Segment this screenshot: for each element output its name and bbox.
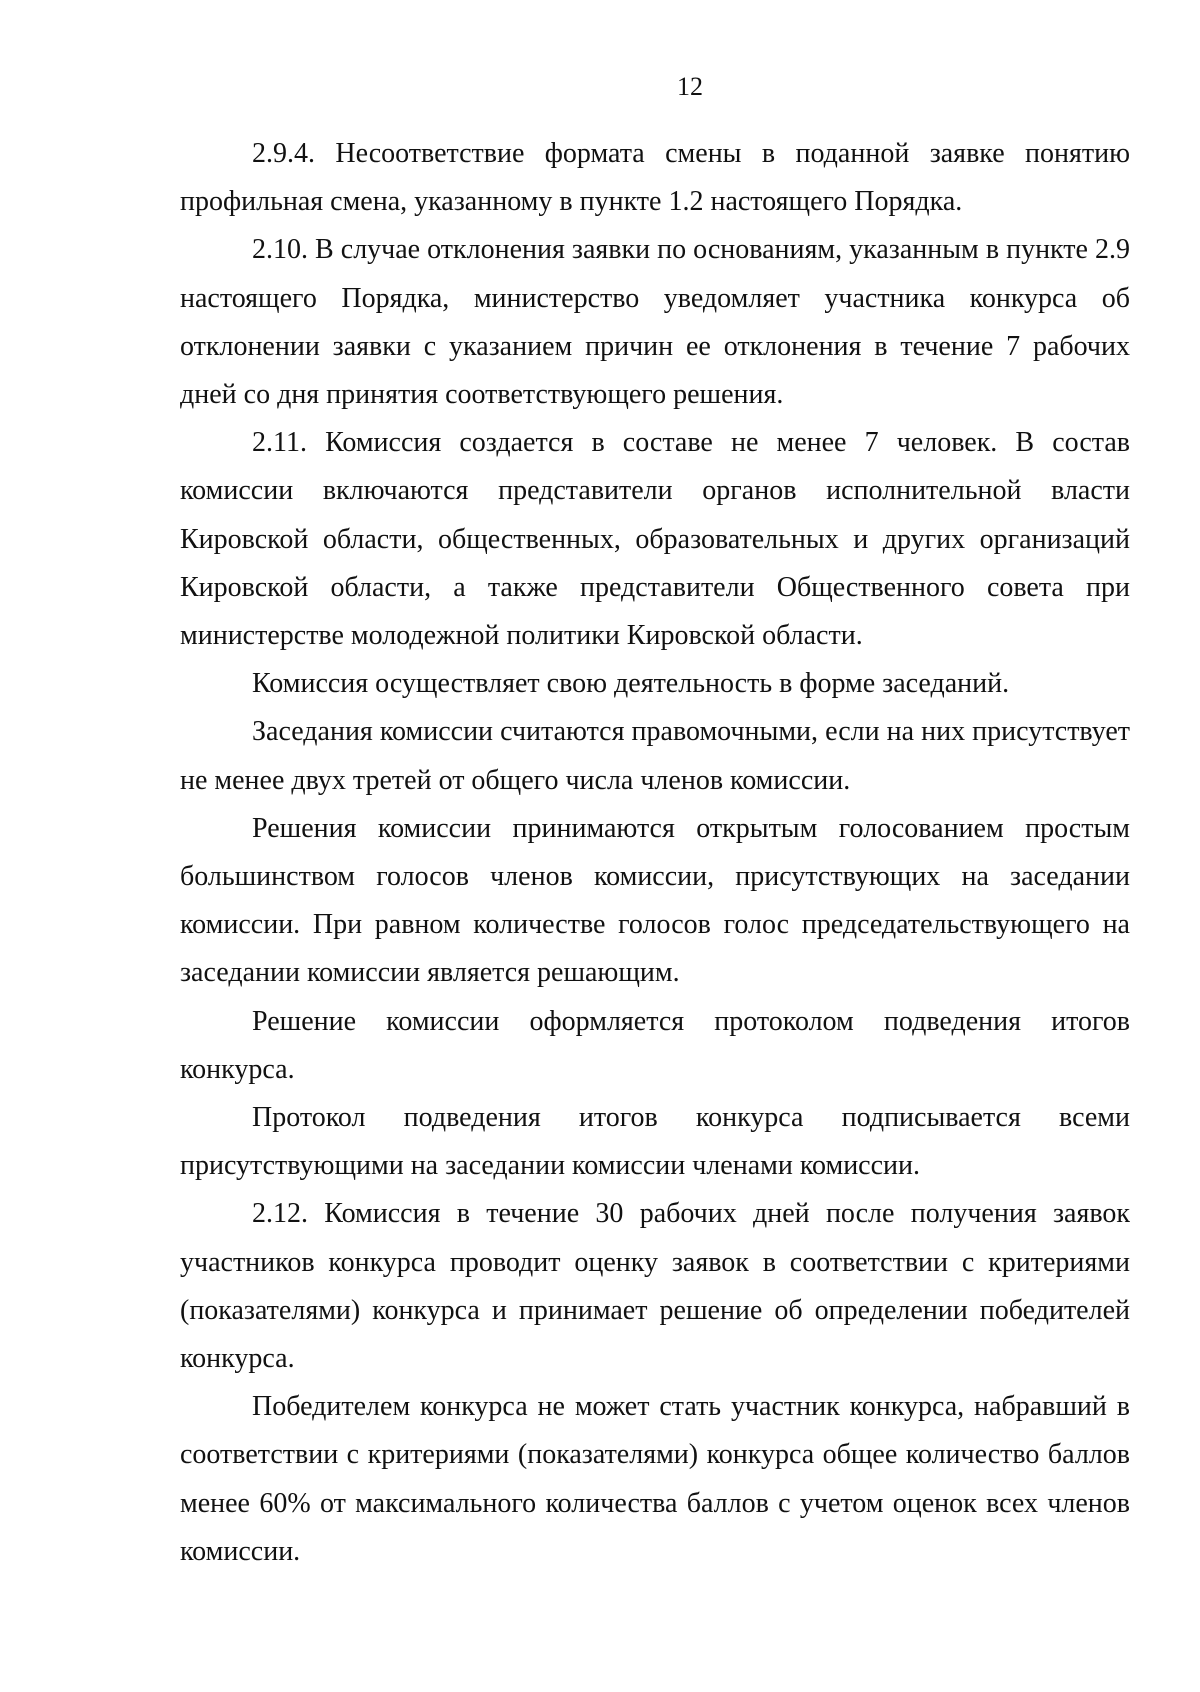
paragraph-protocol-sign: Протокол подведения итогов конкурса подписывается всеми присутствующими на заседании комиссии членами комиссии. bbox=[180, 1102, 1130, 1182]
paragraph-voting: Решения комиссии принимаются открытым голосованием простым большинством голосов членов комиссии, присутствующих на заседании комиссии. При равном количестве голосов голос председательствующего на заседании комиссии является решающим. bbox=[180, 812, 1130, 989]
document-body bbox=[180, 130, 1130, 1576]
page-number: 12 bbox=[677, 72, 703, 101]
paragraph-winner-threshold: Победителем конкурса не может стать участник конкурса, набравший в соответствии с критериями (показателями) конкурса общее количество баллов менее 60% от максимального количества баллов с учетом оценок всех членов комиссии. bbox=[180, 1391, 1130, 1567]
paragraph-2-10: 2.10. В случае отклонения заявки по основаниям, указанным в пункте 2.9 настоящего Порядка, министерство уведомляет участника конкурса об отклонении заявки с указанием причин ее отклонения в течение 7 рабочих дней со дня принятия соответствующего решения. bbox=[180, 234, 1130, 411]
paragraph-sessions-form: Комиссия осуществляет свою деятельность в форме заседаний. bbox=[252, 668, 1010, 700]
paragraph-protocol: Решение комиссии оформляется протоколом подведения итогов конкурса. bbox=[180, 1005, 1130, 1085]
paragraph-2-11: 2.11. Комиссия создается в составе не менее 7 человек. В состав комиссии включаются представители органов исполнительной власти Кировской области, общественных, образовательных и других организаций Кировской области, а также представители Общественного совета при министерстве молодежной политики Кировской области. bbox=[180, 427, 1130, 652]
paragraph-2-9-4: 2.9.4. Несоответствие формата смены в поданной заявке понятию профильная смена, указанному в пункте 1.2 настоящего Порядка. bbox=[180, 138, 1130, 218]
paragraph-2-12: 2.12. Комиссия в течение 30 рабочих дней после получения заявок участников конкурса проводит оценку заявок в соответствии с критериями (показателями) конкурса и принимает решение об определении победителей конкурса. bbox=[180, 1198, 1130, 1375]
paragraph-quorum: Заседания комиссии считаются правомочными, если на них присутствует не менее двух третей от общего числа членов комиссии. bbox=[180, 716, 1130, 796]
